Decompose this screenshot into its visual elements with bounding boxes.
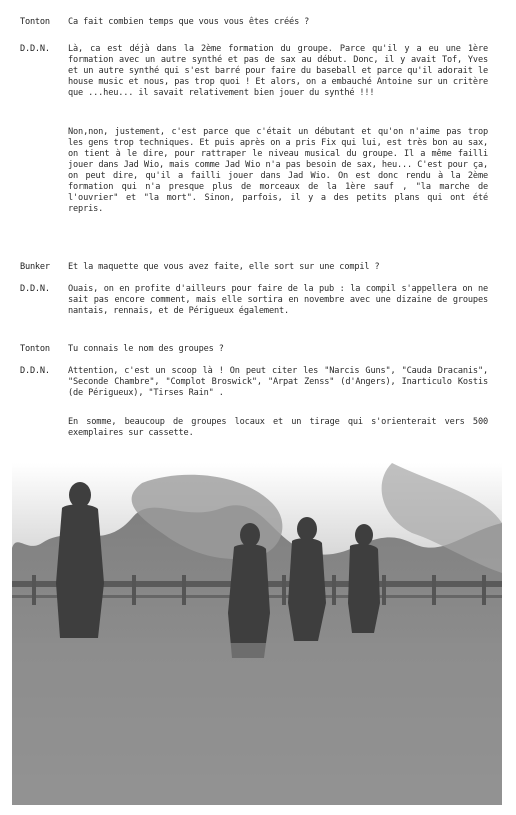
question-text: Ca fait combien temps que vous vous êtes créés ? — [68, 17, 310, 27]
question-text: Et la maquette que vous avez faite, elle sort sur une compil ? — [68, 262, 380, 272]
answer-text: Là, ca est déjà dans la 2ème formation du groupe. Parce qu'il y a eu une 1ère formation avec un autre synthé et pas de sax au début. Donc, il y avait Tof, Yves et un autre synthé qui s'est barré pour faire du baseball et parce qu'il adorait le house music et nous, pas trop quoi ! Et alors, on a embauché Antoine sur un critère que ...heu... il savait relativement bien jouer du synthé !!! — [68, 44, 488, 98]
speaker-label: D.D.N. — [20, 366, 50, 376]
answer-text: Non,non, justement, c'est parce que c'était un débutant et qu'on n'aime pas trop les gens trop techniques. Et puis après on a pris Fix qui lui, est très bon au sax, on tient à le dire, pour rattraper le niveau musical du groupe. Il a même failli jouer dans Jad Wio, mais comme Jad Wio n'a pas besoin de sax, heu... C'est pour ça, on peut dire, qu'il a failli jouer dans Jad Wio. On est donc rendu à la 2ème formation qui n'a presque plus de morceaux de la 1ère sauf , "la marche de l'ouvrier" et "la mort". Sinon, parfois, il y a des petits plans qui ont été repris. — [68, 127, 488, 214]
answer-text: En somme, beaucoup de groupes locaux et un tirage qui s'orienterait vers 500 exemplaires sur cassette. — [68, 417, 488, 438]
answer-text: Attention, c'est un scoop là ! On peut citer les "Narcis Guns", "Cauda Dracanis", "Seconde Chambre", "Complot Broswick", "Arpat Zenss" (d'Angers), Inarticulo Kostis (de Périgueux), "Tirses Rain" . — [68, 366, 488, 398]
question-text: Tu connais le nom des groupes ? — [68, 344, 224, 354]
speaker-label: Bunker — [20, 262, 50, 272]
speaker-label: Tonton — [20, 17, 50, 27]
speaker-label: Tonton — [20, 344, 50, 354]
band-photo — [12, 463, 502, 805]
speaker-label: D.D.N. — [20, 284, 50, 294]
answer-text: Ouais, on en profite d'ailleurs pour faire de la pub : la compil s'appellera on ne sait pas encore comment, mais elle sortira en novembre avec une dizaine de groupes nantais, rennais, et de Périgueux également. — [68, 284, 488, 316]
speaker-label: D.D.N. — [20, 44, 50, 54]
